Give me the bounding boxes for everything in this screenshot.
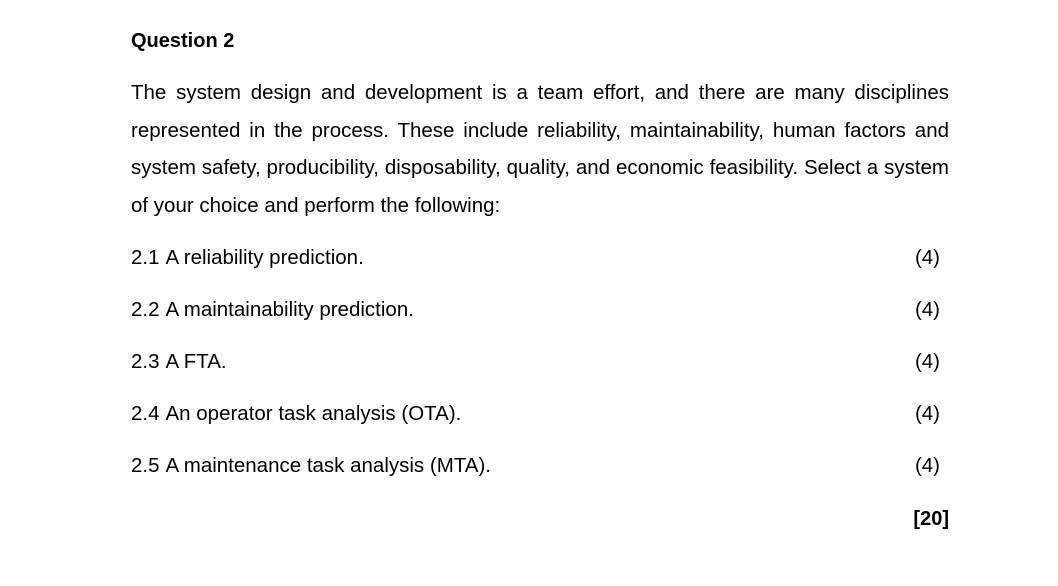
total-marks: [20] [913, 508, 949, 530]
item-number: 2.2 [131, 298, 160, 321]
item-text: A reliability prediction. [165, 246, 364, 269]
item-number: 2.1 [131, 246, 160, 269]
item-marks: (4) [914, 246, 940, 269]
question-item [131, 349, 949, 375]
item-marks: (4) [914, 350, 940, 373]
question-item [131, 401, 949, 427]
item-marks: (4) [914, 402, 940, 425]
item-text: A maintainability prediction. [165, 298, 414, 321]
item-number: 2.4 [131, 402, 160, 425]
item-marks: (4) [914, 454, 940, 477]
item-text: An operator task analysis (OTA). [165, 402, 462, 425]
item-marks: (4) [914, 298, 940, 321]
question-item [131, 453, 949, 479]
question-title: Question 2 [131, 30, 235, 52]
item-text: A maintenance task analysis (MTA). [165, 454, 491, 477]
question-intro-paragraph: The system design and development is a team effort, and there are many disciplines represented in the process. These include reliability, maintainability, human factors and system safety, producibility, disposability, quality, and economic feasibility. Select a system of your choice and perform the following: [131, 81, 949, 218]
question-item [131, 297, 949, 323]
item-text: A FTA. [165, 350, 227, 373]
item-number: 2.3 [131, 350, 160, 373]
question-item [131, 245, 949, 271]
item-number: 2.5 [131, 454, 160, 477]
